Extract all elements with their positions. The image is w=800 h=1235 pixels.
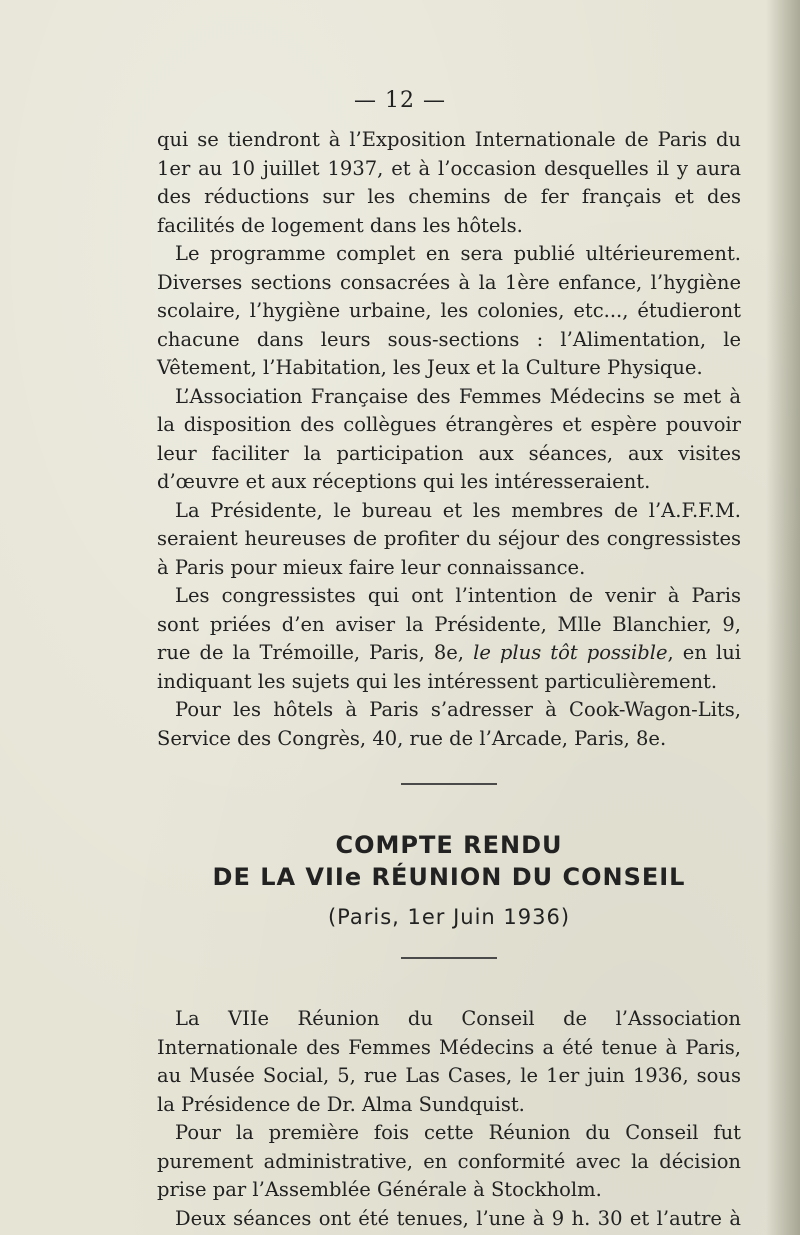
page-number: — 12 —: [354, 88, 446, 113]
report-paragraph-1: La VIIe Réunion du Conseil de l’Association Internationale des Femmes Médecins a été tenue à Paris, au Musée Social, 5, rue Las Cases, le 1er juin 1936, sous la Présidence de Dr. Alma Sundquist.: [157, 1007, 741, 1116]
report-paragraph-3: Deux séances ont été tenues, l’une à 9 h. 30 et l’autre à: [175, 1206, 741, 1230]
intro-paragraph-3: L’Association Française des Femmes Médecins se met à la disposition des collègues étrangères et espère pouvoir leur faciliter la participation aux séances, aux visites d’œuvre et aux réceptions qui les intéresseraient.: [157, 384, 741, 493]
intro-paragraph-1: qui se tiendront à l’Exposition Internationale de Paris du 1er au 10 juillet 1937, et à l’occasion desquelles il y aura des réductions sur les chemins de fer français et des facilités de logement dans les hôtels.: [157, 128, 741, 237]
contact-paragraph: [157, 582, 741, 696]
document-body: [157, 126, 741, 1235]
hotels-paragraph: Pour les hôtels à Paris s’adresser à Cook-Wagon-Lits, Service des Congrès, 40, rue de l’Arcade, Paris, 8e.: [157, 698, 741, 750]
contact-text-italic: le plus tôt possible: [473, 641, 668, 664]
section-divider-bottom: [401, 957, 497, 959]
heading-line-2: DE LA VIIe RÉUNION DU CONSEIL: [212, 863, 686, 891]
section-heading: [157, 829, 741, 893]
contact-text-after: , en lui indiquant les sujets qui les intéressent particulièrement.: [157, 641, 741, 693]
report-section: [157, 1005, 741, 1235]
heading-date: (Paris, 1er Juin 1936): [327, 905, 571, 929]
report-paragraph-2: Pour la première fois cette Réunion du Conseil fut purement administrative, en conformité avec la décision prise par l’Assemblée Générale à Stockholm.: [157, 1121, 741, 1201]
page-edge-shadow: [766, 0, 800, 1235]
section-divider-top: [401, 783, 497, 785]
intro-paragraph-4: La Présidente, le bureau et les membres de l’A.F.F.M. seraient heureuses de profiter du séjour des congressistes à Paris pour mieux faire leur connaissance.: [157, 498, 741, 579]
contact-text-before: Les congressistes qui ont l’intention de venir à Paris sont priées d’en aviser la Présidente, Mlle Blanchier, 9, rue de la Trémoille, Paris, 8e,: [157, 584, 741, 664]
intro-paragraph-2: Le programme complet en sera publié ultérieurement. Diverses sections consacrées à la 1ère enfance, l’hygiène scolaire, l’hygiène urbaine, les colonies, etc..., étudieront chacune dans leurs sous-sections : l’Alimentation, le Vêtement, l’Habitation, les Jeux et la Culture Physique.: [157, 242, 741, 379]
heading-line-1: COMPTE RENDU: [335, 831, 563, 859]
